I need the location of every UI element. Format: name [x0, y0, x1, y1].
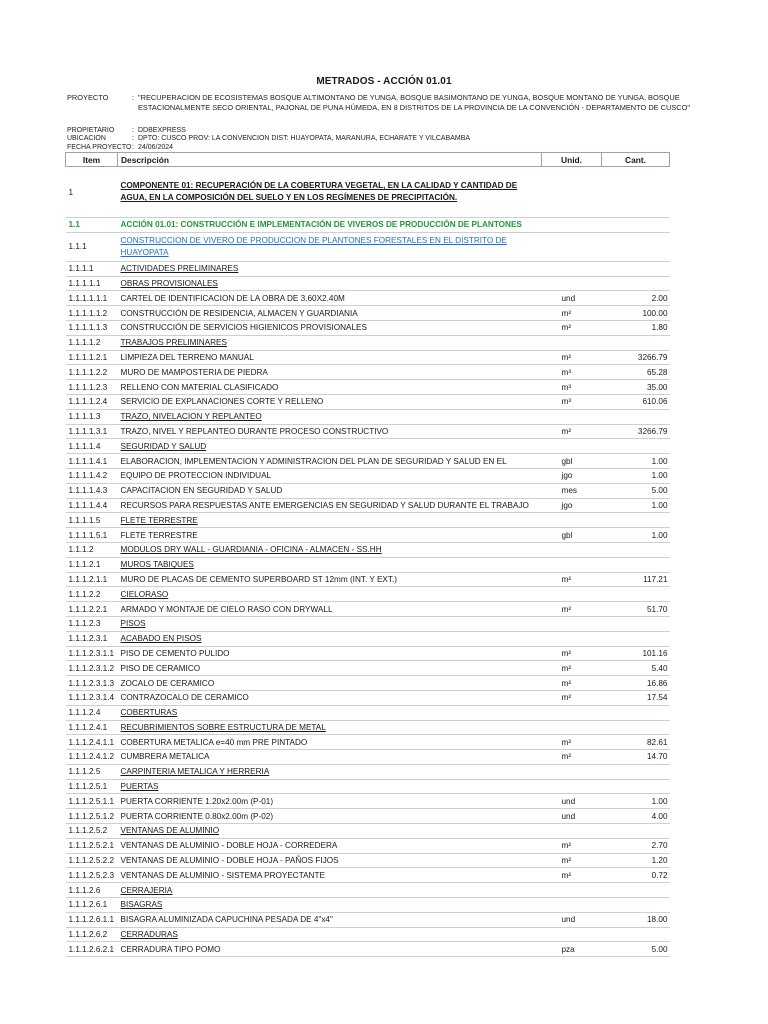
unit-cell — [542, 542, 602, 557]
unit-cell: jgo — [542, 498, 602, 513]
description-cell: CARPINTERIA METALICA Y HERRERIA — [118, 764, 542, 779]
table-row — [66, 454, 670, 469]
quantity-cell: 610.06 — [602, 394, 670, 409]
description-cell: MODULOS DRY WALL - GUARDIANIA - OFICINA - ALMACEN - SS.HH — [118, 542, 542, 557]
item-cell: 1.1.1.2.5.1 — [66, 779, 118, 794]
description-cell: CONSTRUCCIÓN DE SERVICIOS HIGIENICOS PROVISIONALES — [118, 320, 542, 335]
quantity-cell — [602, 409, 670, 424]
quantity-cell — [602, 883, 670, 898]
unit-cell — [542, 631, 602, 646]
table-row — [66, 424, 670, 439]
quantity-cell — [602, 779, 670, 794]
fecha-value: 24/06/2024 — [138, 143, 174, 151]
description-cell: COBERTURAS — [118, 705, 542, 720]
unit-cell: m² — [542, 868, 602, 883]
item-cell: 1.1.1.1.2.1 — [66, 350, 118, 365]
description-cell: MURO DE MAMPOSTERIA DE PIEDRA — [118, 365, 542, 380]
description-cell: VENTANAS DE ALUMINIO — [118, 824, 542, 839]
unit-cell — [542, 439, 602, 454]
item-cell: 1.1.1.1.5.1 — [66, 528, 118, 543]
description-cell: MURO DE PLACAS DE CEMENTO SUPERBOARD ST 12mm (INT. Y EXT.) — [118, 572, 542, 587]
unit-cell: und — [542, 912, 602, 927]
description-cell: COMPONENTE 01: RECUPERACIÓN DE LA COBERTURA VEGETAL, EN LA CALIDAD Y CANTIDAD DE AGUA, EN LA COMPOSICIÓN DEL SUELO Y EN LOS REGÍMENES DE PRECIPITACIÓN. — [118, 167, 542, 218]
table-row — [66, 261, 670, 276]
description-cell: TRAZO, NIVELACION Y REPLANTEO — [118, 409, 542, 424]
description-cell: ZOCALO DE CERAMICO — [118, 676, 542, 691]
description-cell: PUERTAS — [118, 779, 542, 794]
item-cell: 1.1.1.1.1 — [66, 276, 118, 291]
unit-cell — [542, 898, 602, 913]
quantity-cell — [602, 335, 670, 350]
unit-cell: m² — [542, 320, 602, 335]
description-cell: CARTEL DE IDENTIFICACION DE LA OBRA DE 3.60X2.40M — [118, 291, 542, 306]
table-row — [66, 942, 670, 957]
table-header — [66, 153, 670, 167]
item-cell: 1.1.1.1.2 — [66, 335, 118, 350]
unit-cell — [542, 167, 602, 218]
description-cell: CERRADURAS — [118, 927, 542, 942]
item-cell: 1.1.1.2.3.1.1 — [66, 646, 118, 661]
item-cell: 1.1.1.2.1 — [66, 557, 118, 572]
item-cell: 1.1.1 — [66, 232, 118, 261]
document-title: METRADOS - ACCIÓN 01.01 — [316, 76, 452, 87]
item-cell: 1.1.1.2.6.1.1 — [66, 912, 118, 927]
unit-cell: m² — [542, 424, 602, 439]
quantity-cell: 35.00 — [602, 380, 670, 395]
item-cell: 1.1.1.2.3.1.2 — [66, 661, 118, 676]
unit-cell: m² — [542, 750, 602, 765]
item-cell: 1.1.1.1.5 — [66, 513, 118, 528]
unit-cell: jgo — [542, 468, 602, 483]
quantity-cell — [602, 542, 670, 557]
unit-cell: m² — [542, 306, 602, 321]
item-cell: 1.1.1.2.3.1.3 — [66, 676, 118, 691]
table-row — [66, 720, 670, 735]
table-row — [66, 883, 670, 898]
table-row — [66, 676, 670, 691]
unit-cell — [542, 276, 602, 291]
unit-cell: m² — [542, 661, 602, 676]
quantity-cell — [602, 232, 670, 261]
item-cell: 1.1.1.2 — [66, 542, 118, 557]
fecha-label: FECHA PROYECTO — [67, 143, 132, 151]
table-row — [66, 912, 670, 927]
item-cell: 1.1.1.2.4 — [66, 705, 118, 720]
propietario-colon: : — [132, 127, 134, 134]
table-row — [66, 483, 670, 498]
unit-cell: mes — [542, 483, 602, 498]
description-cell: LIMPIEZA DEL TERRENO MANUAL — [118, 350, 542, 365]
quantity-cell: 14.70 — [602, 750, 670, 765]
quantity-cell — [602, 631, 670, 646]
table-body — [66, 167, 670, 957]
description-cell: CERRADURA TIPO POMO — [118, 942, 542, 957]
unit-cell: und — [542, 291, 602, 306]
proyecto-label: PROYECTO — [67, 93, 109, 102]
quantity-cell: 82.61 — [602, 735, 670, 750]
quantity-cell: 1.00 — [602, 794, 670, 809]
table-row — [66, 542, 670, 557]
item-cell: 1.1.1.2.2.1 — [66, 602, 118, 617]
item-cell: 1.1.1.2.2 — [66, 587, 118, 602]
description-cell: VENTANAS DE ALUMINIO - DOBLE HOJA - CORREDERA — [118, 838, 542, 853]
description-cell: MUROS TABIQUES — [118, 557, 542, 572]
table-row — [66, 631, 670, 646]
item-cell: 1.1.1.1.3.1 — [66, 424, 118, 439]
ubicacion-colon: : — [132, 135, 134, 143]
quantity-cell — [602, 898, 670, 913]
quantity-cell — [602, 720, 670, 735]
quantity-cell — [602, 276, 670, 291]
quantity-cell: 1.00 — [602, 528, 670, 543]
quantity-cell: 0.72 — [602, 868, 670, 883]
unit-cell: pza — [542, 942, 602, 957]
unit-cell: gbl — [542, 454, 602, 469]
item-cell: 1.1.1.1.4.4 — [66, 498, 118, 513]
item-cell: 1.1.1.2.6 — [66, 883, 118, 898]
unit-cell — [542, 409, 602, 424]
item-cell: 1.1.1.2.4.1.1 — [66, 735, 118, 750]
description-cell: PISO DE CERAMICO — [118, 661, 542, 676]
description-cell: VENTANAS DE ALUMINIO - SISTEMA PROYECTANTE — [118, 868, 542, 883]
item-cell: 1.1.1.1.3 — [66, 409, 118, 424]
table-row — [66, 602, 670, 617]
table-row — [66, 528, 670, 543]
description-cell: ACCIÓN 01.01: CONSTRUCCIÓN E IMPLEMENTACIÓN DE VIVEROS DE PRODUCCIÓN DE PLANTONES — [118, 218, 542, 233]
description-cell: SEGURIDAD Y SALUD — [118, 439, 542, 454]
quantity-cell — [602, 927, 670, 942]
description-cell: CAPACITACION EN SEGURIDAD Y SALUD — [118, 483, 542, 498]
unit-cell: m² — [542, 350, 602, 365]
item-cell: 1 — [66, 167, 118, 218]
description-cell: TRABAJOS PRELIMINARES — [118, 335, 542, 350]
unit-cell — [542, 779, 602, 794]
table-row — [66, 365, 670, 380]
fecha-colon: : — [132, 143, 134, 151]
quantity-cell: 4.00 — [602, 809, 670, 824]
unit-cell: m² — [542, 735, 602, 750]
quantity-cell — [602, 167, 670, 218]
unit-cell — [542, 261, 602, 276]
item-cell: 1.1 — [66, 218, 118, 233]
table-row — [66, 439, 670, 454]
column-header-unit: Unid. — [542, 153, 602, 167]
quantity-cell: 1.00 — [602, 498, 670, 513]
unit-cell — [542, 232, 602, 261]
table-row — [66, 616, 670, 631]
unit-cell: m² — [542, 838, 602, 853]
quantity-cell: 51.70 — [602, 602, 670, 617]
item-cell: 1.1.1.2.3 — [66, 616, 118, 631]
table-row — [66, 498, 670, 513]
description-cell: ACTIVIDADES PRELIMINARES — [118, 261, 542, 276]
description-cell: CIELORASO — [118, 587, 542, 602]
unit-cell — [542, 824, 602, 839]
ubicacion-label: UBICACION — [67, 135, 106, 143]
unit-cell — [542, 616, 602, 631]
unit-cell — [542, 557, 602, 572]
description-cell: VENTANAS DE ALUMINIO - DOBLE HOJA - PAÑOS FIJOS — [118, 853, 542, 868]
quantity-cell — [602, 261, 670, 276]
description-cell: CONSTRUCCION DE VIVERO DE PRODUCCION DE PLANTONES FORESTALES EN EL DISTRITO DE HUAYOPATA — [118, 232, 542, 261]
proyecto-colon: : — [132, 93, 135, 102]
item-cell: 1.1.1.1.2.4 — [66, 394, 118, 409]
quantity-cell: 16.86 — [602, 676, 670, 691]
table-row — [66, 809, 670, 824]
item-cell: 1.1.1.2.5.1.1 — [66, 794, 118, 809]
item-cell: 1.1.1.2.5 — [66, 764, 118, 779]
table-row — [66, 409, 670, 424]
table-row — [66, 868, 670, 883]
propietario-value: DDBEXPRESS — [138, 127, 186, 134]
metrados-table — [65, 152, 670, 957]
unit-cell — [542, 513, 602, 528]
quantity-cell — [602, 218, 670, 233]
table-row — [66, 232, 670, 261]
quantity-cell: 1.80 — [602, 320, 670, 335]
description-cell: PUERTA CORRIENTE 1.20x2.00m (P-01) — [118, 794, 542, 809]
quantity-cell: 17.54 — [602, 690, 670, 705]
quantity-cell: 3266.79 — [602, 350, 670, 365]
item-cell: 1.1.1.1.1.2 — [66, 306, 118, 321]
table-row — [66, 513, 670, 528]
table-row — [66, 853, 670, 868]
description-cell: CONTRAZOCALO DE CERAMICO — [118, 690, 542, 705]
column-header-quantity: Cant. — [602, 153, 670, 167]
unit-cell — [542, 587, 602, 602]
description-cell: PISOS — [118, 616, 542, 631]
table-row — [66, 276, 670, 291]
unit-cell: und — [542, 794, 602, 809]
unit-cell: m² — [542, 690, 602, 705]
quantity-cell — [602, 705, 670, 720]
description-cell: TRAZO, NIVEL Y REPLANTEO DURANTE PROCESO CONSTRUCTIVO — [118, 424, 542, 439]
unit-cell — [542, 218, 602, 233]
ubicacion-value: DPTO: CUSCO PROV: LA CONVENCION DIST: HUAYOPATA, MARANURA, ECHARATE Y VILCABAMBA — [138, 135, 471, 143]
table-row — [66, 291, 670, 306]
description-cell: EQUIPO DE PROTECCION INDIVIDUAL — [118, 468, 542, 483]
quantity-cell: 1.00 — [602, 454, 670, 469]
proyecto-value-line-1: "RECUPERACION DE ECOSISTEMAS BOSQUE ALTIMONTANO DE YUNGA, BOSQUE BASIMONTANO DE YUNGA, BOSQUE MONTANO DE YUNGA, BOSQUE — [138, 93, 680, 102]
table-row — [66, 764, 670, 779]
table-row — [66, 218, 670, 233]
description-cell: OBRAS PROVISIONALES — [118, 276, 542, 291]
table-row — [66, 468, 670, 483]
item-cell: 1.1.1.1.2.2 — [66, 365, 118, 380]
description-cell: BISAGRAS — [118, 898, 542, 913]
proyecto-block — [67, 93, 707, 117]
quantity-cell — [602, 587, 670, 602]
quantity-cell: 101.16 — [602, 646, 670, 661]
quantity-cell: 1.00 — [602, 468, 670, 483]
table-row — [66, 705, 670, 720]
description-cell: CUMBRERA METALICA — [118, 750, 542, 765]
table-row — [66, 380, 670, 395]
quantity-cell: 1.20 — [602, 853, 670, 868]
description-cell: COBERTURA METALICA e=40 mm PRE PINTADO — [118, 735, 542, 750]
description-cell: ACABADO EN PISOS — [118, 631, 542, 646]
unit-cell — [542, 720, 602, 735]
description-cell: PUERTA CORRIENTE 0.80x2.00m (P-02) — [118, 809, 542, 824]
unit-cell: m² — [542, 676, 602, 691]
unit-cell — [542, 883, 602, 898]
description-cell: PISO DE CEMENTO PULIDO — [118, 646, 542, 661]
item-cell: 1.1.1.2.3.1.4 — [66, 690, 118, 705]
item-cell: 1.1.1.1 — [66, 261, 118, 276]
quantity-cell — [602, 557, 670, 572]
table-row — [66, 735, 670, 750]
header-row — [66, 153, 670, 167]
item-cell: 1.1.1.1.1.1 — [66, 291, 118, 306]
proyecto-value-line-2: ESTACIONALMENTE SECO ORIENTAL, PAJONAL DE PUNA HÚMEDA, EN 8 DISTRITOS DE LA PROVINCIA DE LA CONVENCIÓN - DEPARTAMENTO DE CUSCO" — [138, 103, 690, 112]
item-cell: 1.1.1.1.4 — [66, 439, 118, 454]
quantity-cell: 100.00 — [602, 306, 670, 321]
table-row — [66, 750, 670, 765]
quantity-cell: 3266.79 — [602, 424, 670, 439]
table-row — [66, 690, 670, 705]
unit-cell: m² — [542, 602, 602, 617]
unit-cell: m³ — [542, 394, 602, 409]
quantity-cell: 18.00 — [602, 912, 670, 927]
item-cell: 1.1.1.2.3.1 — [66, 631, 118, 646]
item-cell: 1.1.1.2.5.1.2 — [66, 809, 118, 824]
column-header-item: Item — [66, 153, 118, 167]
item-cell: 1.1.1.2.4.1.2 — [66, 750, 118, 765]
quantity-cell: 5.40 — [602, 661, 670, 676]
table-row — [66, 557, 670, 572]
description-cell: RECUBRIMIENTOS SOBRE ESTRUCTURA DE METAL — [118, 720, 542, 735]
unit-cell: und — [542, 809, 602, 824]
quantity-cell — [602, 616, 670, 631]
item-cell: 1.1.1.1.4.1 — [66, 454, 118, 469]
table-row — [66, 661, 670, 676]
item-cell: 1.1.1.2.6.1 — [66, 898, 118, 913]
table-row — [66, 572, 670, 587]
description-cell: BISAGRA ALUMINIZADA CAPUCHINA PESADA DE 4"x4" — [118, 912, 542, 927]
item-cell: 1.1.1.1.4.3 — [66, 483, 118, 498]
item-cell: 1.1.1.2.5.2.2 — [66, 853, 118, 868]
item-cell: 1.1.1.2.6.2 — [66, 927, 118, 942]
table-row — [66, 927, 670, 942]
item-cell: 1.1.1.2.4.1 — [66, 720, 118, 735]
description-cell: CONSTRUCCIÓN DE RESIDENCIA, ALMACEN Y GUARDIANIA — [118, 306, 542, 321]
quantity-cell: 5.00 — [602, 942, 670, 957]
unit-cell: m² — [542, 572, 602, 587]
item-cell: 1.1.1.2.5.2.1 — [66, 838, 118, 853]
description-cell: ARMADO Y MONTAJE DE CIELO RASO CON DRYWALL — [118, 602, 542, 617]
table-row — [66, 320, 670, 335]
unit-cell — [542, 927, 602, 942]
table-row — [66, 794, 670, 809]
quantity-cell — [602, 513, 670, 528]
table-row — [66, 167, 670, 218]
table-row — [66, 898, 670, 913]
table-row — [66, 824, 670, 839]
table-row — [66, 394, 670, 409]
unit-cell — [542, 705, 602, 720]
table-row — [66, 335, 670, 350]
item-cell: 1.1.1.1.1.3 — [66, 320, 118, 335]
table-row — [66, 587, 670, 602]
description-cell: RECURSOS PARA RESPUESTAS ANTE EMERGENCIAS EN SEGURIDAD Y SALUD DURANTE EL TRABAJO — [118, 498, 542, 513]
unit-cell: m² — [542, 853, 602, 868]
table-row — [66, 779, 670, 794]
unit-cell — [542, 764, 602, 779]
description-cell: FLETE TERRESTRE — [118, 528, 542, 543]
quantity-cell: 2.70 — [602, 838, 670, 853]
table-row — [66, 646, 670, 661]
item-cell: 1.1.1.2.1.1 — [66, 572, 118, 587]
item-cell: 1.1.1.1.2.3 — [66, 380, 118, 395]
unit-cell: m³ — [542, 365, 602, 380]
unit-cell: m² — [542, 646, 602, 661]
item-cell: 1.1.1.2.5.2.3 — [66, 868, 118, 883]
description-cell: ELABORACION, IMPLEMENTACION Y ADMINISTRACION DEL PLAN DE SEGURIDAD Y SALUD EN EL — [118, 454, 542, 469]
quantity-cell: 117.21 — [602, 572, 670, 587]
table-row — [66, 350, 670, 365]
description-cell: SERVICIO DE EXPLANACIONES CORTE Y RELLENO — [118, 394, 542, 409]
proyecto-value — [138, 93, 698, 113]
table-row — [66, 306, 670, 321]
unit-cell: m³ — [542, 380, 602, 395]
item-cell: 1.1.1.2.6.2.1 — [66, 942, 118, 957]
quantity-cell — [602, 824, 670, 839]
description-cell: CERRAJERIA — [118, 883, 542, 898]
quantity-cell — [602, 764, 670, 779]
description-cell: RELLENO CON MATERIAL CLASIFICADO — [118, 380, 542, 395]
item-cell: 1.1.1.1.4.2 — [66, 468, 118, 483]
column-header-description: Descripción — [118, 153, 542, 167]
item-cell: 1.1.1.2.5.2 — [66, 824, 118, 839]
quantity-cell: 2.00 — [602, 291, 670, 306]
table-row — [66, 838, 670, 853]
propietario-label: PROPIETARIO — [67, 127, 115, 134]
unit-cell — [542, 335, 602, 350]
quantity-cell: 5.00 — [602, 483, 670, 498]
quantity-cell — [602, 439, 670, 454]
unit-cell: gbl — [542, 528, 602, 543]
description-cell: FLETE TERRESTRE — [118, 513, 542, 528]
quantity-cell: 65.28 — [602, 365, 670, 380]
